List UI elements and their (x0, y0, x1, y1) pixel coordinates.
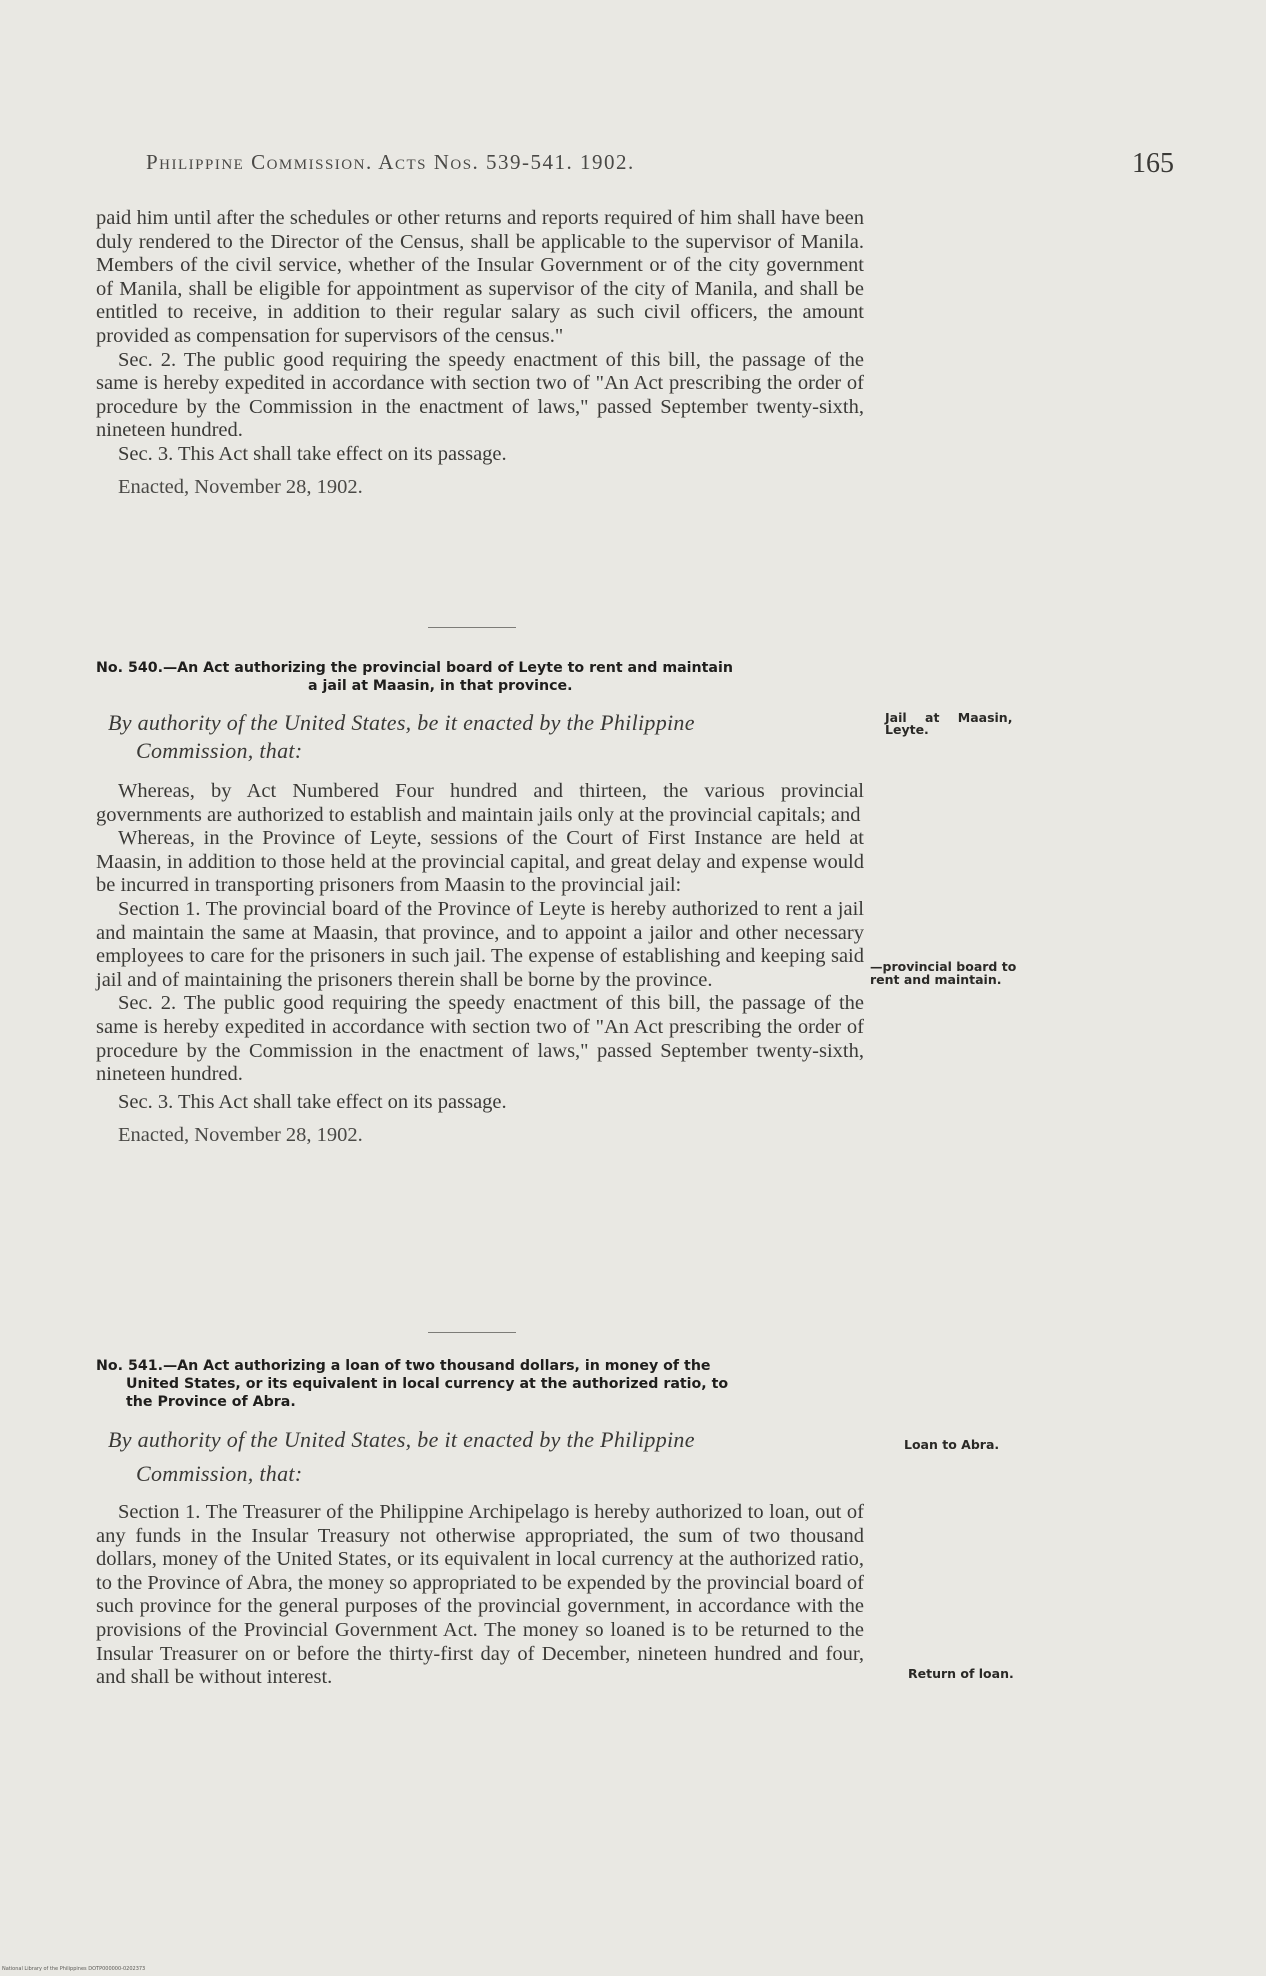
act-540-title-line-2: a jail at Maasin, in that province. (308, 678, 573, 694)
act-541-title (96, 1357, 864, 1411)
act-541-title-line-1: No. 541.—An Act authorizing a loan of two thousand dollars, in money of the (96, 1358, 711, 1374)
continuation-section-3: Sec. 3. This Act shall take effect on its passage. (118, 442, 507, 465)
act-540-enacted-date: Enacted, November 28, 1902. (118, 1124, 363, 1147)
act-540-whereas-2: Whereas, in the Province of Leyte, sessions of the Court of First Instance are held at Maasin, in addition to those held at the provincial capital, and great delay and expense would be incurred in transporting prisoners from Maasin to the provincial jail: (96, 827, 864, 897)
act-540-title (96, 659, 864, 695)
enacting-clause-line-1: By authority of the United States, be it enacted by the Philippine (108, 710, 695, 735)
act-540-body (96, 780, 864, 1147)
act-541-title-line-2: United States, or its equivalent in local currency at the authorized ratio, to (126, 1376, 729, 1392)
enacting-clause-line-2: Commission, that: (136, 1461, 303, 1486)
act-540-section-2: Sec. 2. The public good requiring the speedy enactment of this bill, the passage of the same is hereby expedited in accordance with section two of "An Act prescribing the order of procedure by the Commission in the enactment of laws," passed September twenty-sixth, nineteen hundred. (96, 992, 864, 1086)
scan-credit: National Library of the Philippines DOTP000000-0202373 (2, 1966, 146, 1972)
margin-note-return-of-loan: Return of loan. (908, 1666, 1014, 1681)
continuation-section (96, 207, 864, 499)
act-541-enacting-clause (108, 1426, 868, 1488)
continuation-paragraph: paid him until after the schedules or other returns and reports required of him shall have been duly rendered to the Director of the Census, shall be applicable to the supervisor of Manila. Members of the civil service, whether of the Insular Government or of the city government of Manila, shall be eligible for appointment as supervisor of the city of Manila, and shall be entitled to receive, in addition to their regular salary as such civil officers, the amount provided as compensation for supervisors of the census." (96, 207, 864, 347)
running-head: Philippine Commission. Acts Nos. 539-541. 1902. (146, 150, 635, 174)
margin-note-board-line-1: —provincial board to (870, 959, 1017, 974)
margin-note-board-line-2: rent and maintain. (870, 972, 1002, 987)
continuation-section-2: Sec. 2. The public good requiring the speedy enactment of this bill, the passage of the same is hereby expedited in accordance with section two of "An Act prescribing the order of procedure by the Commission in the enactment of laws," passed September twenty-sixth, nineteen hundred. (96, 348, 864, 442)
act-541-body (96, 1501, 864, 1690)
act-540-section-3: Sec. 3. This Act shall take effect on its passage. (118, 1090, 507, 1113)
act-541-title-line-3: the Province of Abra. (126, 1394, 296, 1410)
margin-note-jail-at-maasin (885, 711, 1095, 736)
enacting-clause-line-1: By authority of the United States, be it enacted by the Philippine (108, 1427, 695, 1452)
section-divider (428, 1332, 516, 1333)
margin-note-provincial-board (870, 960, 1080, 986)
section-divider (428, 627, 516, 628)
enacting-clause-line-2: Commission, that: (136, 738, 303, 763)
page-number: 165 (1132, 148, 1174, 179)
act-540-title-line-1: No. 540.—An Act authorizing the provincial board of Leyte to rent and maintain (96, 660, 733, 676)
act-540-whereas-1: Whereas, by Act Numbered Four hundred and thirteen, the various provincial governments are authorized to establish and maintain jails only at the provincial capitals; and (96, 780, 864, 826)
margin-note-loan-to-abra: Loan to Abra. (904, 1437, 1000, 1452)
act-540-section-1: Section 1. The provincial board of the Province of Leyte is hereby authorized to rent a jail and maintain the same at Maasin, that province, and to appoint a jailor and other necessary employees to care for the prisoners in such jail. The expense of establishing and keeping said jail and of maintaining the prisoners therein shall be borne by the province. (96, 897, 864, 991)
act-541-section-1: Section 1. The Treasurer of the Philippine Archipelago is hereby authorized to loan, out of any funds in the Insular Treasury not otherwise appropriated, the sum of two thousand dollars, money of the United States, or its equivalent in local currency at the authorized ratio, to the Province of Abra, the money so appropriated to be expended by the provincial board of such province for the general purposes of the provincial government, in accordance with the provisions of the Provincial Government Act. The money so loaned is to be returned to the Insular Treasurer on or before the thirty-first day of December, nineteen hundred and four, and shall be without interest. (96, 1501, 864, 1689)
margin-note-jail-line-2: Leyte. (885, 722, 929, 737)
continuation-enacted-date: Enacted, November 28, 1902. (118, 475, 363, 498)
margin-note-jail-line-1: Jail at Maasin, (885, 710, 1013, 725)
act-540-enacting-clause (108, 709, 868, 765)
